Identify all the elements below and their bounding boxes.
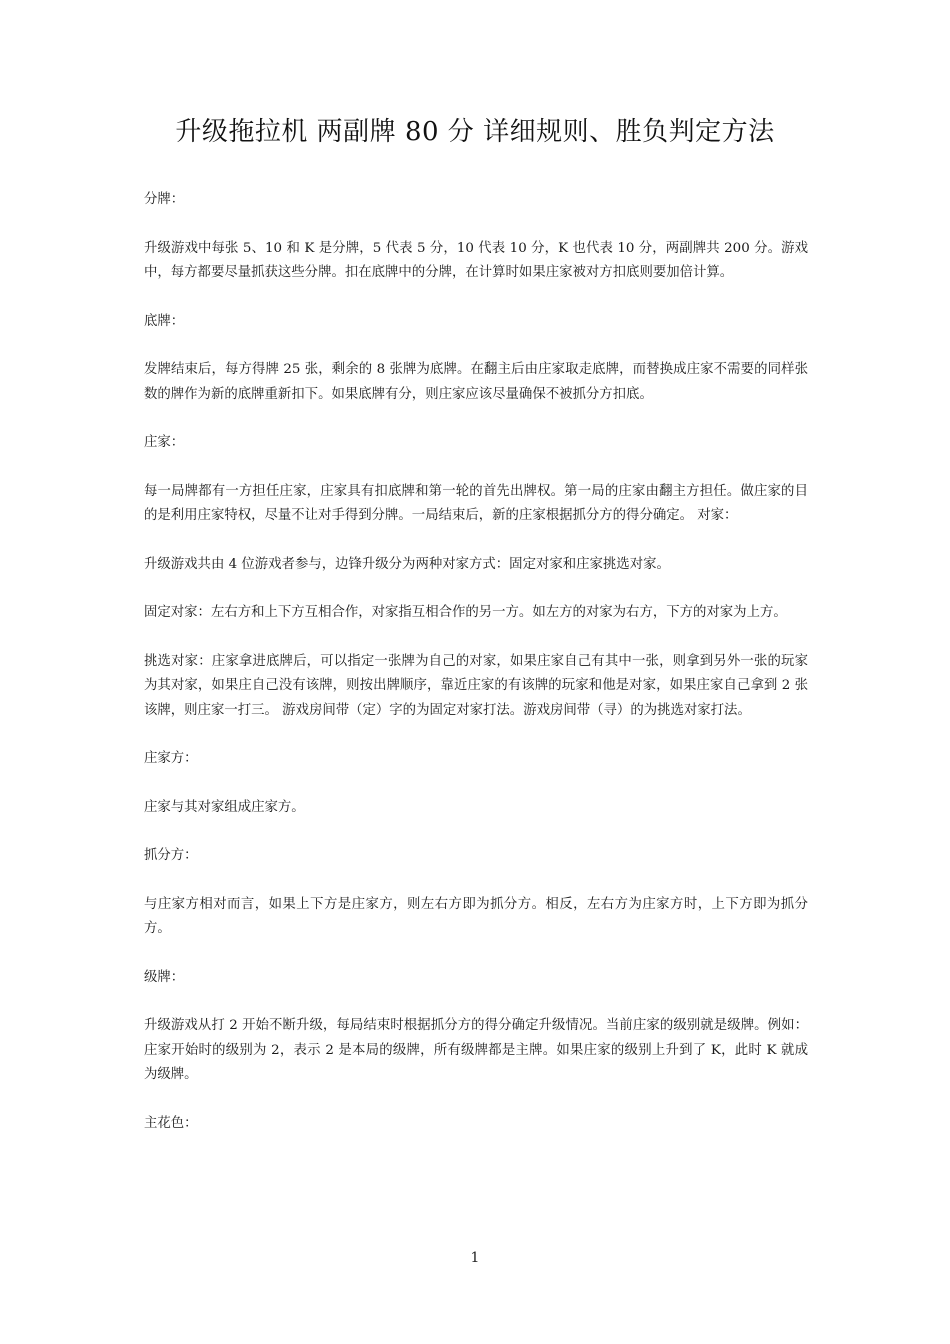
section-heading: 抓分方： [144,848,198,863]
section-paragraph: 升级游戏中每张 5、10 和 K 是分牌，5 代表 5 分，10 代表 10 分，K 也代表 10 分，两副牌共 200 分。游戏中，每方都要尽量抓获这些分牌。扣在底牌中的分牌，在计算时如果庄家被对方扣底则要加倍计算。 [144,240,808,280]
section-heading: 庄家： [144,435,185,450]
section-paragraph: 升级游戏从打 2 开始不断升级，每局结束时根据抓分方的得分确定升级情况。当前庄家的级别就是级牌。例如：庄家开始时的级别为 2，表示 2 是本局的级牌，所有级牌都是主牌。如果庄家的级别上升到了 K，此时 K 就成为级牌。 [144,1018,808,1082]
section-heading: 庄家方： [144,751,198,766]
section-heading: 级牌： [144,969,185,985]
section-paragraph: 每一局牌都有一方担任庄家，庄家具有扣底牌和第一轮的首先出牌权。第一局的庄家由翻主方担任。做庄家的目的是利用庄家特权，尽量不让对手得到分牌。一局结束后，新的庄家根据抓分方的得分确定。 对家： [144,483,808,523]
section-paragraph: 与庄家方相对而言，如果上下方是庄家方，则左右方即为抓分方。相反，左右方为庄家方时，上下方即为抓分方。 [144,896,808,936]
section-paragraph: 挑选对家：庄家拿进底牌后，可以指定一张牌为自己的对家，如果庄家自己有其中一张，则拿到另外一张的玩家为其对家，如果庄自己没有该牌，则按出牌顺序，靠近庄家的有该牌的玩家和他是对家，如果庄家自己拿到 2 张该牌，则庄家一打三。 游戏房间带（定）字的为固定对家打法。游戏房间带（寻）的为挑选对家打法。 [144,653,808,718]
document-body [144,188,808,1160]
page-title: 升级拖拉机 两副牌 80 分 详细规则、胜负判定方法 [175,117,775,147]
section-heading: 底牌： [144,313,185,329]
section-heading: 主花色： [144,1115,198,1131]
section-paragraph: 庄家与其对家组成庄家方。 [144,799,305,815]
section-paragraph: 升级游戏共由 4 位游戏者参与，边锋升级分为两种对家方式：固定对家和庄家挑选对家。 [144,556,670,572]
section-paragraph: 固定对家：左右方和上下方互相合作，对家指互相合作的另一方。如左方的对家为右方，下方的对家为上方。 [144,605,787,620]
section-heading: 分牌： [144,192,185,207]
page-number: 1 [470,1250,480,1266]
section-paragraph: 发牌结束后，每方得牌 25 张，剩余的 8 张牌为底牌。在翻主后由庄家取走底牌，而替换成庄家不需要的同样张数的牌作为新的底牌重新扣下。如果底牌有分，则庄家应该尽量确保不被抓分方扣底。 [144,362,808,402]
